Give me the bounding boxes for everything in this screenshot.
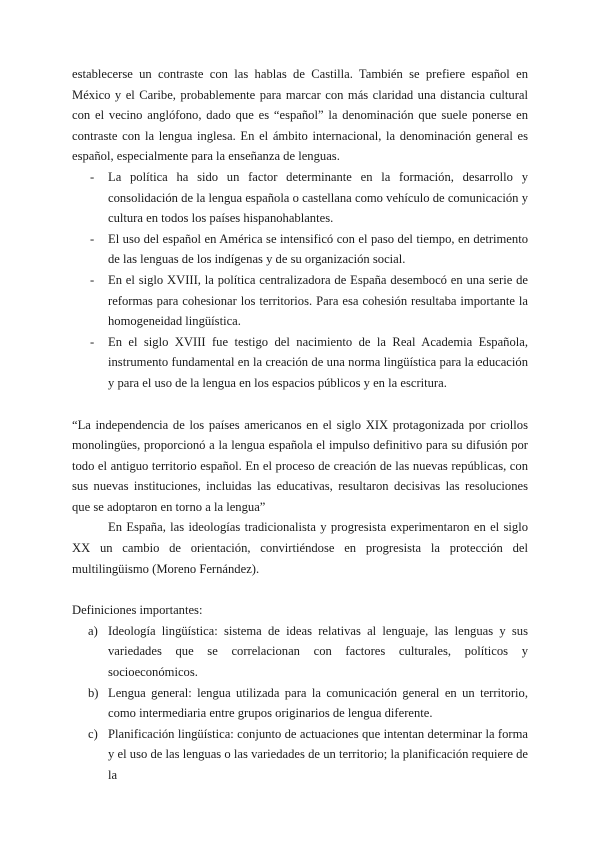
bullet-marker: - — [90, 231, 95, 246]
spacer — [72, 579, 528, 600]
list-item — [72, 167, 528, 229]
list-item — [72, 229, 528, 270]
list-item — [72, 683, 528, 724]
bullet-marker: - — [90, 169, 95, 184]
definition-marker: a) — [88, 623, 98, 638]
list-item — [72, 724, 528, 786]
list-item — [72, 270, 528, 332]
document-page — [72, 64, 528, 786]
bullet-text: El uso del español en América se intensificó con el paso del tiempo, en detrimento de las lenguas de los indígenas y de su organización social. — [108, 231, 528, 267]
bullet-text: En el siglo XVIII, la política centralizadora de España desembocó en una serie de reformas para cohesionar los territorios. Para esa cohesión resultaba importante la homogeneidad lingüística. — [108, 272, 528, 329]
definition-text: Planificación lingüística: conjunto de actuaciones que intentan determinar la forma y el uso de las lenguas o las variedades de un territorio; la planificación requiere de la — [108, 726, 528, 782]
spacer — [72, 394, 528, 415]
definition-marker: b) — [88, 685, 99, 700]
definition-text: Ideología lingüística: sistema de ideas relativas al lenguaje, las lenguas y sus variedades que se correlacionan con factores culturales, políticos y socioeconómicos. — [108, 623, 528, 680]
definitions-list — [72, 621, 528, 786]
quote-paragraph: “La independencia de los países americanos en el siglo XIX protagonizada por criollos monolingües, proporcionó a la lengua española el impulso definitivo para su difusión por todo el antiguo territorio español. En el proceso de creación de las nuevas repúblicas, con sus nuevas instituciones, incluidas las educativas, resultaron decisivas las resoluciones que se adoptaron en torno a la lengua” — [72, 417, 528, 514]
list-item — [72, 332, 528, 394]
bullet-text: La política ha sido un factor determinante en la formación, desarrollo y consolidación de la lengua española o castellana como vehículo de comunicación y cultura en todos los países hispanohablantes. — [108, 169, 528, 226]
intro-paragraph: establecerse un contraste con las hablas de Castilla. También se prefiere español en México y el Caribe, probablemente para marcar con más claridad una distancia cultural con el vecino anglófono, dado que es “español” la denominación que suele ponerse en contraste con la lengua inglesa. En el ámbito internacional, la denominación general es español, especialmente para la enseñanza de lenguas. — [72, 67, 528, 164]
list-item — [72, 621, 528, 683]
definition-marker: c) — [88, 726, 98, 741]
bullet-text: En el siglo XVIII fue testigo del nacimiento de la Real Academia Española, instrumento fundamental en la creación de una norma lingüística para la educación y para el uso de la lengua en los espacios públicos y en la escritura. — [108, 334, 528, 390]
bullet-marker: - — [90, 272, 95, 287]
definitions-heading: Definiciones importantes: — [72, 603, 203, 618]
bullet-marker: - — [90, 334, 95, 349]
definition-text: Lengua general: lengua utilizada para la comunicación general en un territorio, como intermediaria entre grupos originarios de lengua diferente. — [108, 685, 528, 721]
spain-paragraph: En España, las ideologías tradicionalista y progresista experimentaron en el siglo XX un cambio de orientación, convirtiéndose en progresista la protección del multilingüismo (Moreno Fernández). — [72, 520, 528, 576]
bullet-list — [72, 167, 528, 394]
